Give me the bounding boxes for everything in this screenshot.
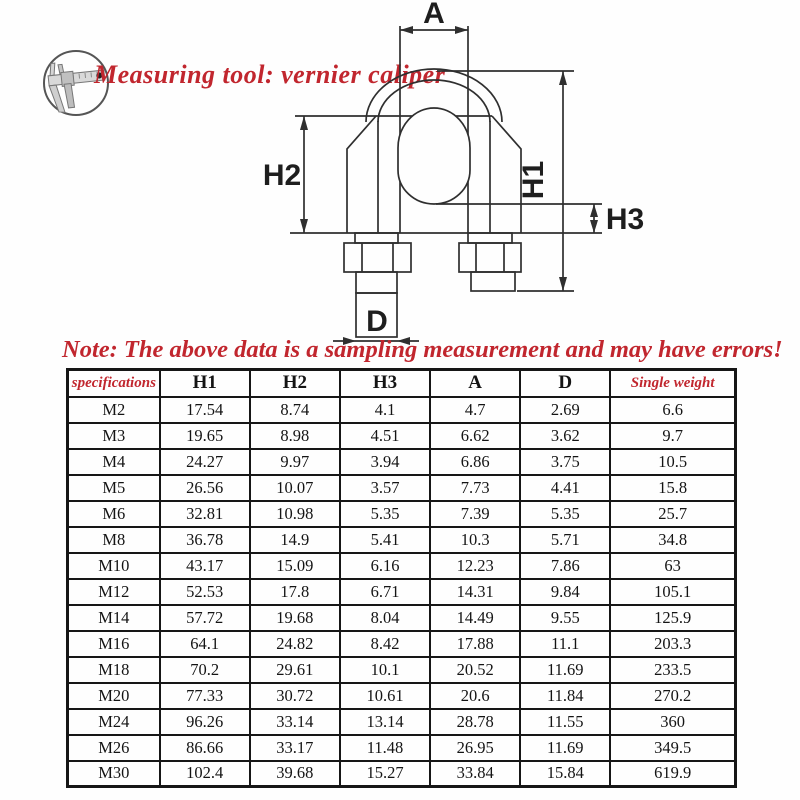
- spec-table-head: [68, 370, 736, 397]
- table-row: [68, 683, 736, 709]
- spec-value-cell: 11.48: [340, 735, 430, 761]
- spec-value-cell: 8.04: [340, 605, 430, 631]
- spec-value-cell: 8.42: [340, 631, 430, 657]
- spec-value-cell: 7.73: [430, 475, 520, 501]
- spec-value-cell: 349.5: [610, 735, 735, 761]
- spec-value-cell: 5.35: [340, 501, 430, 527]
- spec-value-cell: 14.49: [430, 605, 520, 631]
- spec-name-cell: M2: [68, 397, 160, 423]
- spec-name-cell: M30: [68, 761, 160, 787]
- spec-value-cell: 360: [610, 709, 735, 735]
- spec-name-cell: M26: [68, 735, 160, 761]
- column-header: H1: [160, 370, 250, 397]
- spec-name-cell: M18: [68, 657, 160, 683]
- column-header: D: [520, 370, 610, 397]
- spec-value-cell: 43.17: [160, 553, 250, 579]
- table-row: [68, 605, 736, 631]
- spec-value-cell: 13.14: [340, 709, 430, 735]
- spec-value-cell: 39.68: [250, 761, 340, 787]
- spec-name-cell: M8: [68, 527, 160, 553]
- spec-table-container: [66, 368, 737, 788]
- table-row: [68, 657, 736, 683]
- spec-value-cell: 33.84: [430, 761, 520, 787]
- spec-name-cell: M16: [68, 631, 160, 657]
- spec-value-cell: 12.23: [430, 553, 520, 579]
- column-header: A: [430, 370, 520, 397]
- spec-name-cell: M24: [68, 709, 160, 735]
- spec-value-cell: 9.97: [250, 449, 340, 475]
- spec-value-cell: 10.1: [340, 657, 430, 683]
- spec-value-cell: 6.16: [340, 553, 430, 579]
- spec-value-cell: 15.8: [610, 475, 735, 501]
- spec-value-cell: 3.94: [340, 449, 430, 475]
- spec-value-cell: 86.66: [160, 735, 250, 761]
- table-row: [68, 709, 736, 735]
- spec-value-cell: 8.98: [250, 423, 340, 449]
- spec-value-cell: 10.3: [430, 527, 520, 553]
- spec-table: [66, 368, 737, 788]
- spec-value-cell: 7.39: [430, 501, 520, 527]
- column-header: Single weight: [610, 370, 735, 397]
- spec-value-cell: 6.86: [430, 449, 520, 475]
- dim-label-a: A: [423, 0, 445, 30]
- spec-value-cell: 11.69: [520, 735, 610, 761]
- spec-value-cell: 9.55: [520, 605, 610, 631]
- column-header: H2: [250, 370, 340, 397]
- spec-value-cell: 33.17: [250, 735, 340, 761]
- spec-name-cell: M5: [68, 475, 160, 501]
- table-row: [68, 761, 736, 787]
- spec-value-cell: 63: [610, 553, 735, 579]
- spec-value-cell: 25.7: [610, 501, 735, 527]
- spec-name-cell: M10: [68, 553, 160, 579]
- left-washer: [355, 233, 398, 243]
- spec-value-cell: 52.53: [160, 579, 250, 605]
- spec-value-cell: 10.07: [250, 475, 340, 501]
- spec-value-cell: 4.7: [430, 397, 520, 423]
- spec-value-cell: 10.98: [250, 501, 340, 527]
- spec-value-cell: 17.8: [250, 579, 340, 605]
- spec-value-cell: 3.57: [340, 475, 430, 501]
- spec-value-cell: 29.61: [250, 657, 340, 683]
- spec-name-cell: M20: [68, 683, 160, 709]
- spec-value-cell: 32.81: [160, 501, 250, 527]
- spec-value-cell: 24.82: [250, 631, 340, 657]
- rope-section: [398, 108, 470, 204]
- spec-value-cell: 10.5: [610, 449, 735, 475]
- saddle-left-edge: [347, 116, 376, 233]
- spec-value-cell: 6.6: [610, 397, 735, 423]
- dim-label-h2: H2: [262, 159, 302, 192]
- spec-value-cell: 14.31: [430, 579, 520, 605]
- spec-value-cell: 11.84: [520, 683, 610, 709]
- table-row: [68, 449, 736, 475]
- sampling-note: Note: The above data is a sampling measurement and may have errors!: [62, 336, 783, 363]
- spec-value-cell: 4.51: [340, 423, 430, 449]
- dim-label-h3: H3: [605, 203, 645, 236]
- dim-label-h1: H1: [517, 160, 550, 200]
- spec-value-cell: 105.1: [610, 579, 735, 605]
- spec-value-cell: 26.95: [430, 735, 520, 761]
- table-row: [68, 397, 736, 423]
- spec-value-cell: 17.54: [160, 397, 250, 423]
- spec-value-cell: 26.56: [160, 475, 250, 501]
- spec-name-cell: M14: [68, 605, 160, 631]
- spec-value-cell: 57.72: [160, 605, 250, 631]
- spec-value-cell: 3.75: [520, 449, 610, 475]
- spec-value-cell: 64.1: [160, 631, 250, 657]
- table-row: [68, 631, 736, 657]
- spec-value-cell: 36.78: [160, 527, 250, 553]
- spec-value-cell: 19.68: [250, 605, 340, 631]
- spec-value-cell: 33.14: [250, 709, 340, 735]
- table-row: [68, 475, 736, 501]
- header-row: [68, 370, 736, 397]
- spec-value-cell: 96.26: [160, 709, 250, 735]
- spec-value-cell: 10.61: [340, 683, 430, 709]
- spec-value-cell: 9.84: [520, 579, 610, 605]
- spec-value-cell: 3.62: [520, 423, 610, 449]
- spec-value-cell: 102.4: [160, 761, 250, 787]
- spec-value-cell: 11.55: [520, 709, 610, 735]
- spec-value-cell: 77.33: [160, 683, 250, 709]
- spec-value-cell: 17.88: [430, 631, 520, 657]
- spec-value-cell: 6.71: [340, 579, 430, 605]
- spec-value-cell: 15.09: [250, 553, 340, 579]
- spec-value-cell: 6.62: [430, 423, 520, 449]
- left-nut: [344, 243, 411, 272]
- spec-value-cell: 20.52: [430, 657, 520, 683]
- right-nut: [459, 243, 521, 272]
- spec-value-cell: 7.86: [520, 553, 610, 579]
- table-row: [68, 579, 736, 605]
- spec-value-cell: 5.71: [520, 527, 610, 553]
- spec-value-cell: 4.41: [520, 475, 610, 501]
- spec-value-cell: 619.9: [610, 761, 735, 787]
- spec-name-cell: M3: [68, 423, 160, 449]
- spec-value-cell: 5.41: [340, 527, 430, 553]
- spec-value-cell: 203.3: [610, 631, 735, 657]
- table-row: [68, 553, 736, 579]
- right-washer: [468, 233, 512, 243]
- measuring-tool-note: Measuring tool: vernier caliper: [94, 60, 446, 89]
- table-row: [68, 527, 736, 553]
- table-row: [68, 735, 736, 761]
- table-row: [68, 423, 736, 449]
- dim-label-d: D: [366, 305, 388, 338]
- spec-value-cell: 4.1: [340, 397, 430, 423]
- table-row: [68, 501, 736, 527]
- spec-value-cell: 34.8: [610, 527, 735, 553]
- spec-value-cell: 233.5: [610, 657, 735, 683]
- spec-value-cell: 9.7: [610, 423, 735, 449]
- spec-value-cell: 28.78: [430, 709, 520, 735]
- spec-name-cell: M6: [68, 501, 160, 527]
- spec-name-cell: M12: [68, 579, 160, 605]
- left-thread: [356, 272, 397, 293]
- spec-value-cell: 15.27: [340, 761, 430, 787]
- spec-table-body: [68, 397, 736, 787]
- spec-value-cell: 15.84: [520, 761, 610, 787]
- spec-value-cell: 19.65: [160, 423, 250, 449]
- wire-rope-clip-diagram: [0, 0, 800, 360]
- spec-value-cell: 20.6: [430, 683, 520, 709]
- spec-value-cell: 11.1: [520, 631, 610, 657]
- right-thread: [471, 272, 515, 291]
- spec-value-cell: 14.9: [250, 527, 340, 553]
- spec-value-cell: 5.35: [520, 501, 610, 527]
- spec-value-cell: 70.2: [160, 657, 250, 683]
- spec-value-cell: 125.9: [610, 605, 735, 631]
- spec-value-cell: 270.2: [610, 683, 735, 709]
- column-header: specifications: [68, 370, 160, 397]
- spec-value-cell: 2.69: [520, 397, 610, 423]
- spec-value-cell: 11.69: [520, 657, 610, 683]
- spec-value-cell: 30.72: [250, 683, 340, 709]
- spec-value-cell: 24.27: [160, 449, 250, 475]
- spec-value-cell: 8.74: [250, 397, 340, 423]
- column-header: H3: [340, 370, 430, 397]
- spec-name-cell: M4: [68, 449, 160, 475]
